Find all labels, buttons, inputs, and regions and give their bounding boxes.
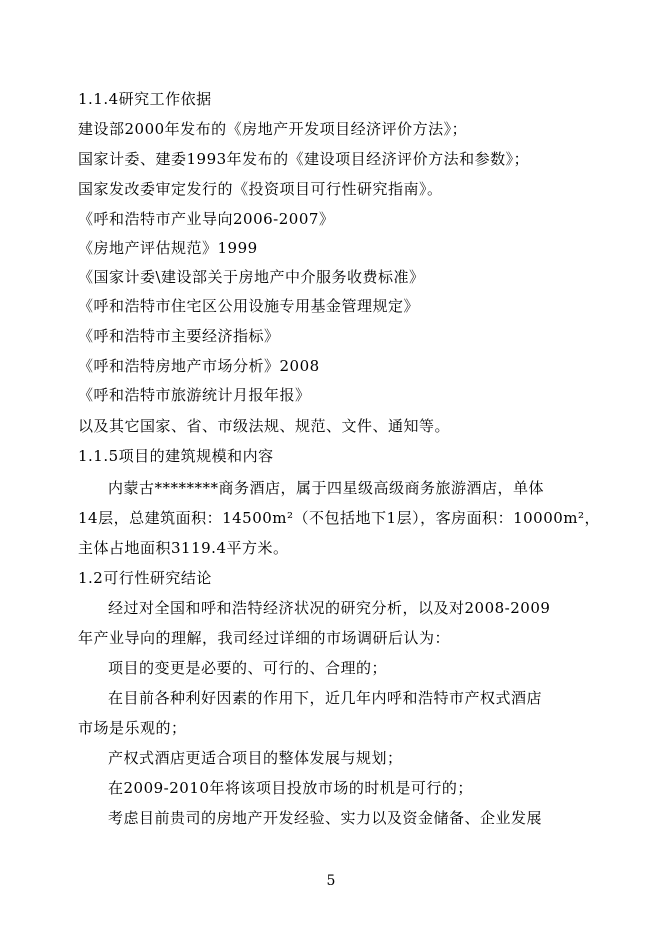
scale-paragraph-line-3: 主体占地面积3119.4平方米。 (78, 539, 289, 557)
section-heading-1-1-4: 1.1.4研究工作依据 (78, 90, 212, 108)
basis-line-10: 《呼和浩特市旅游统计月报年报》 (78, 386, 311, 404)
basis-line-1: 建设部2000年发布的《房地产开发项目经济评价方法》； (78, 120, 468, 138)
conclusion-item-3: 产权式酒店更适合项目的整体发展与规划； (108, 749, 403, 767)
conclusion-item-2-line-1: 在目前各种利好因素的作用下，近几年内呼和浩特市产权式酒店 (108, 689, 543, 707)
scale-paragraph-line-1: 内蒙古********商务酒店，属于四星级高级商务旅游酒店，单体 (108, 479, 545, 497)
basis-line-9: 《呼和浩特房地产市场分析》2008 (78, 357, 320, 375)
section-heading-1-2: 1.2可行性研究结论 (78, 569, 212, 587)
conclusion-paragraph-line-1: 经过对全国和呼和浩特经济状况的研究分析，以及对2008-2009 (108, 599, 551, 617)
conclusion-item-5: 考虑目前贵司的房地产开发经验、实力以及资金储备、企业发展 (108, 809, 543, 827)
page-number: 5 (326, 873, 336, 889)
conclusion-item-1: 项目的变更是必要的、可行的、合理的； (108, 659, 388, 677)
basis-line-3: 国家发改委审定发行的《投资项目可行性研究指南》。 (78, 180, 443, 198)
basis-line-6: 《国家计委\建设部关于房地产中介服务收费标准》 (78, 268, 425, 286)
basis-line-11: 以及其它国家、省、市级法规、规范、文件、通知等。 (78, 417, 451, 435)
basis-line-7: 《呼和浩特市住宅区公用设施专用基金管理规定》 (78, 297, 420, 315)
conclusion-item-2-line-2: 市场是乐观的； (78, 719, 187, 737)
section-heading-1-1-5: 1.1.5项目的建筑规模和内容 (78, 447, 274, 465)
basis-line-5: 《房地产评估规范》1999 (78, 239, 258, 257)
scale-paragraph-line-2: 14层，总建筑面积：14500m²（不包括地下1层），客房面积：10000m²， (78, 509, 601, 527)
conclusion-paragraph-line-2: 年产业导向的理解，我司经过详细的市场调研后认为： (78, 629, 451, 647)
basis-line-8: 《呼和浩特市主要经济指标》 (78, 327, 280, 345)
conclusion-item-4: 在2009-2010年将该项目投放市场的时机是可行的； (108, 779, 473, 797)
basis-line-4: 《呼和浩特市产业导向2006-2007》 (78, 210, 335, 228)
basis-line-2: 国家计委、建委1993年发布的《建设项目经济评价方法和参数》； (78, 150, 530, 168)
